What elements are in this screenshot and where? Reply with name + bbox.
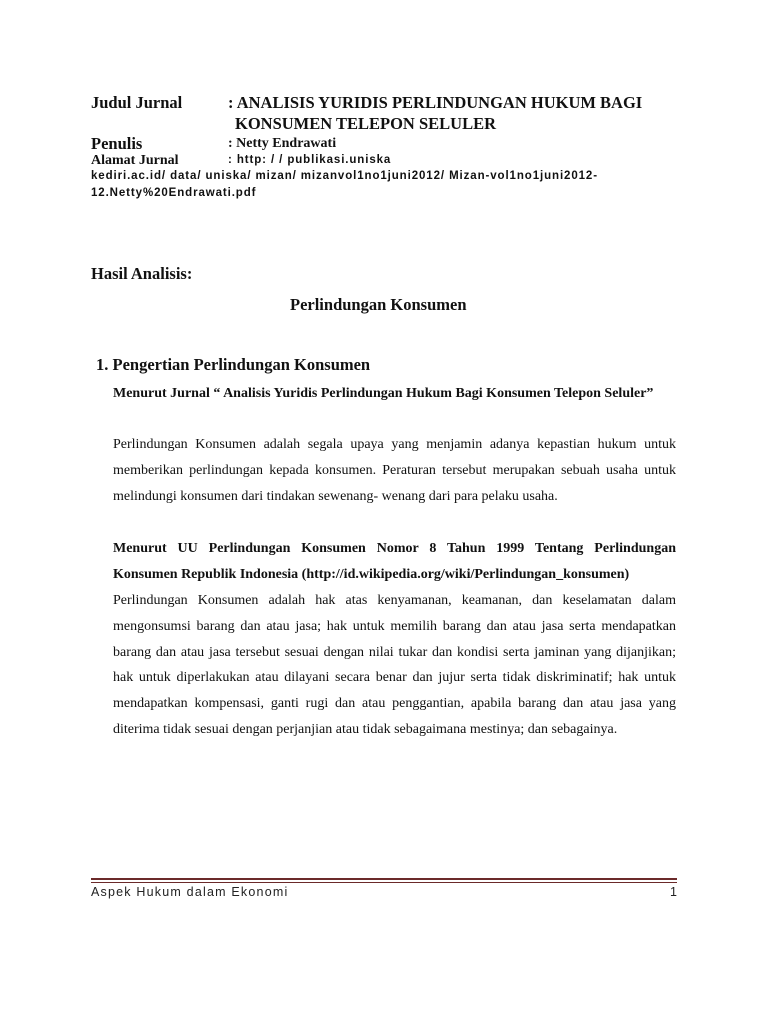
judul-jurnal-value-line1: : ANALISIS YURIDIS PERLINDUNGAN HUKUM BAGI <box>228 93 643 112</box>
paragraph-2-body: Perlindungan Konsumen adalah hak atas kenyamanan, keamanan, dan keselamatan dalam mengonsumsi barang dan atau jasa; hak untuk memilih barang dan atau jasa serta mendapatkan barang dan atau jasa tersebut sesuai dengan nilai tukar dan kondisi serta jaminan yang dijanjikan; hak untuk diperlakukan atau dilayani secara benar dan jujur serta tidak diskriminatif; hak untuk mendapatkan kompensasi, ganti rugi dan atau penggantian, apabila barang dan atau jasa yang diterima tidak sesuai dengan perjanjian atau tidak sebagaimana mestinya; dan sebagainya. <box>113 593 676 737</box>
subsection-heading: 1. Pengertian Perlindungan Konsumen <box>96 355 371 374</box>
hasil-analisis-heading: Hasil Analisis: <box>91 264 193 283</box>
footer-page-number: 1 <box>670 885 679 899</box>
url-line-2: 12.Netty%20Endrawati.pdf <box>91 187 257 199</box>
url-line-1: kediri.ac.id/ data/ uniska/ mizan/ mizanvol1no1juni2012/ Mizan-vol1no1juni2012- <box>91 170 598 182</box>
paragraph-2-heading: Menurut UU Perlindungan Konsumen Nomor 8 Tahun 1999 Tentang Perlindungan Konsumen Republik Indonesia (http://id.wikipedia.org/wiki/Perlindungan_konsumen) <box>113 541 676 582</box>
footer-title: Aspek Hukum dalam Ekonomi <box>91 885 289 899</box>
footer-rule-thick <box>91 878 677 880</box>
alamat-jurnal-value: : http: / / publikasi.uniska <box>228 154 392 166</box>
section-title: Perlindungan Konsumen <box>290 295 467 314</box>
alamat-jurnal-label: Alamat Jurnal <box>91 153 179 168</box>
judul-jurnal-value-line2: KONSUMEN TELEPON SELULER <box>235 114 497 133</box>
judul-jurnal-value-line2-row <box>235 114 496 134</box>
paragraph-1-body: Perlindungan Konsumen adalah segala upaya yang menjamin adanya kepastian hukum untuk memberikan perlindungan kepada konsumen. Peraturan tersebut merupakan sebuah usaha untuk melindungi konsumen dari tindakan sewenang- wenang dari para pelaku usaha. <box>113 437 676 504</box>
penulis-value: : Netty Endrawati <box>228 136 337 151</box>
penulis-label: Penulis <box>91 134 143 153</box>
footer-rule-thin <box>91 882 677 883</box>
judul-jurnal-label: Judul Jurnal <box>91 93 183 112</box>
paragraph-1-heading: Menurut Jurnal “ Analisis Yuridis Perlindungan Hukum Bagi Konsumen Telepon Seluler” <box>113 386 654 401</box>
